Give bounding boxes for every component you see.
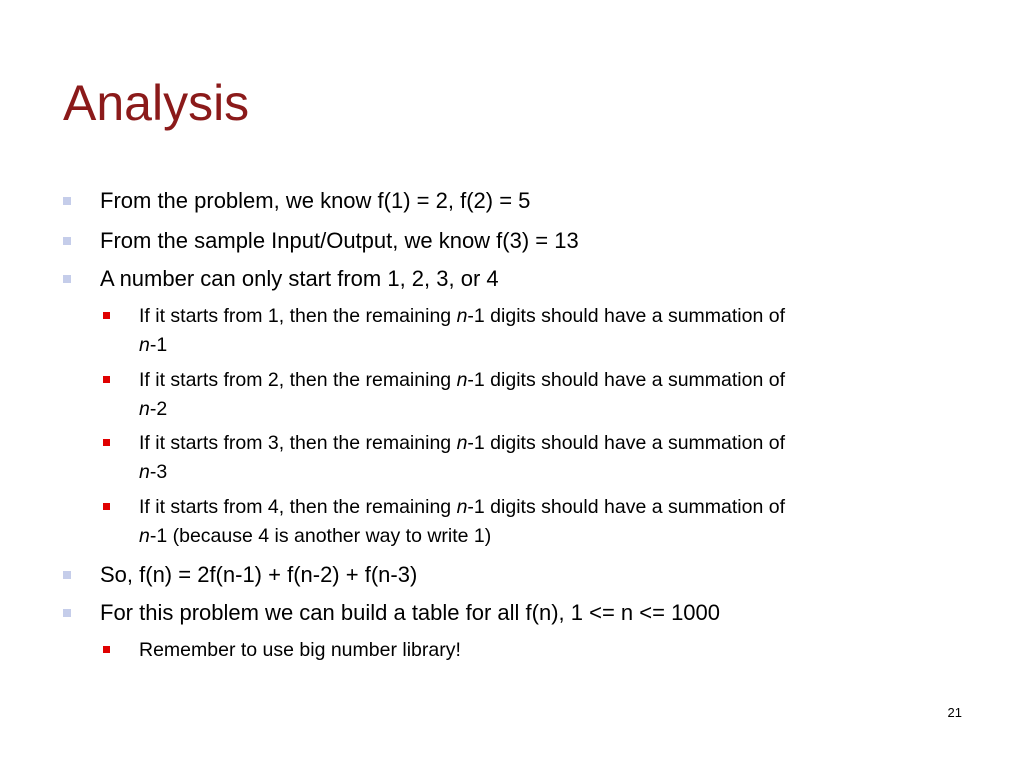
bullet-start-digits xyxy=(100,265,960,293)
square-bullet-icon xyxy=(63,609,71,617)
sub-bullet-line-2: n-3 xyxy=(139,461,168,483)
page-number: 21 xyxy=(947,705,962,720)
sub-bullet-line-1: If it starts from 2, then the remaining n-1 digits should have a summation of xyxy=(139,369,786,391)
sub-bullet-line-2: n-2 xyxy=(139,398,168,420)
bullet-recurrence xyxy=(100,561,960,589)
slide-title: Analysis xyxy=(63,75,250,131)
square-bullet-icon xyxy=(63,275,71,283)
square-bullet-icon xyxy=(103,646,110,653)
bullet-text: From the problem, we know f(1) = 2, f(2) = 5 xyxy=(100,188,531,213)
bullet-sample-value xyxy=(100,227,960,255)
bullet-text: From the sample Input/Output, we know f(3) = 13 xyxy=(100,228,579,253)
sub-bullet-line-1: If it starts from 1, then the remaining n-1 digits should have a summation of xyxy=(139,305,786,327)
sub-bullet-line-1: Remember to use big number library! xyxy=(139,639,461,661)
sub-bullet-start-3 xyxy=(139,429,959,487)
bullet-text: So, f(n) = 2f(n-1) + f(n-2) + f(n-3) xyxy=(100,562,418,587)
square-bullet-icon xyxy=(103,312,110,319)
bullet-known-values xyxy=(100,187,960,215)
square-bullet-icon xyxy=(103,376,110,383)
square-bullet-icon xyxy=(63,197,71,205)
sub-bullet-start-4 xyxy=(139,493,959,551)
bullet-text: A number can only start from 1, 2, 3, or 4 xyxy=(100,266,499,291)
sub-bullet-big-number xyxy=(139,636,959,665)
bullet-build-table xyxy=(100,599,960,627)
square-bullet-icon xyxy=(63,237,71,245)
sub-bullet-start-1 xyxy=(139,302,959,360)
square-bullet-icon xyxy=(103,503,110,510)
square-bullet-icon xyxy=(63,571,71,579)
sub-bullet-line-1: If it starts from 4, then the remaining n-1 digits should have a summation of xyxy=(139,496,786,518)
square-bullet-icon xyxy=(103,439,110,446)
sub-bullet-line-2: n-1 xyxy=(139,334,168,356)
sub-bullet-line-2: n-1 (because 4 is another way to write 1) xyxy=(139,525,492,547)
bullet-text: For this problem we can build a table for all f(n), 1 <= n <= 1000 xyxy=(100,600,721,625)
sub-bullet-start-2 xyxy=(139,366,959,424)
sub-bullet-line-1: If it starts from 3, then the remaining n-1 digits should have a summation of xyxy=(139,432,786,454)
